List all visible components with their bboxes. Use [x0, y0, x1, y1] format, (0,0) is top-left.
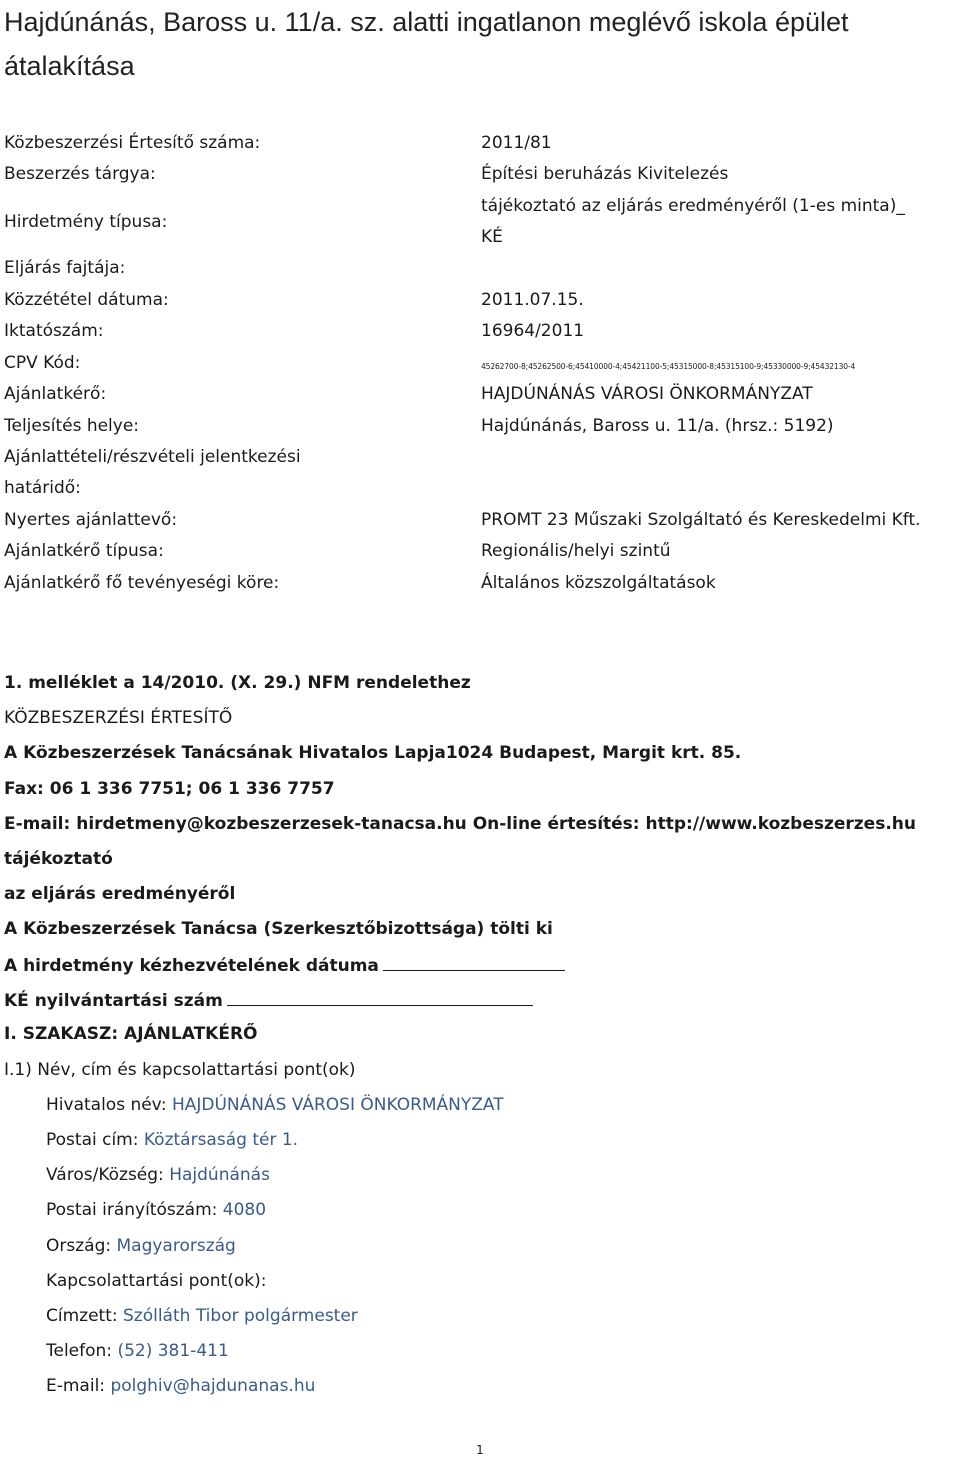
contact-value: Szólláth Tibor polgármester [123, 1306, 358, 1326]
meta-value: Általános közszolgáltatások [481, 573, 716, 593]
contact-label: Ország: [46, 1236, 117, 1256]
contact-row [46, 1341, 229, 1361]
contact-value: (52) 381-411 [117, 1341, 229, 1361]
meta-value: 2011.07.15. [481, 290, 584, 310]
received-date-label: A hirdetmény kézhezvételének dátuma [4, 956, 379, 976]
subsection-heading: I.1) Név, cím és kapcsolattartási pont(ok) [4, 1060, 356, 1080]
reg-number-row [4, 989, 533, 1011]
contact-value: HAJDÚNÁNÁS VÁROSI ÖNKORMÁNYZAT [171, 1095, 504, 1115]
meta-value: Regionális/helyi szintű [481, 541, 671, 561]
meta-value: Hajdúnánás, Baross u. 11/a. (hrsz.: 5192) [481, 416, 834, 436]
received-date-blank [383, 954, 565, 971]
meta-label: Nyertes ajánlattevő: [4, 510, 178, 530]
contact-label: E-mail: [46, 1376, 111, 1396]
contact-row [46, 1271, 266, 1291]
publisher-line: A Közbeszerzések Tanácsának Hivatalos Lapja1024 Budapest, Margit krt. 85. [4, 743, 742, 763]
contact-label: Címzett: [46, 1306, 123, 1326]
contact-value: Köztársaság tér 1. [143, 1130, 299, 1150]
contact-label: Hivatalos név: [46, 1095, 172, 1115]
meta-label: Ajánlatkérő típusa: [4, 541, 164, 561]
contact-value: polghiv@hajdunanas.hu [110, 1376, 316, 1396]
info-line-2: az eljárás eredményéről [4, 884, 236, 904]
meta-label: Ajánlattételi/részvételi jelentkezési [4, 447, 301, 467]
contact-row [46, 1095, 504, 1115]
meta-label: Eljárás fajtája: [4, 258, 126, 278]
document-title: Hajdúnánás, Baross u. 11/a. sz. alatti ingatlanon meglévő iskola épület átalakítása [4, 7, 849, 81]
contact-label: Telefon: [46, 1341, 118, 1361]
email-line: E-mail: hirdetmeny@kozbeszerzesek-tanacsa.hu On-line értesítés: http://www.kozbeszerzes.hu [4, 814, 916, 834]
cpv-codes: 45262700-8;45262500-6;45410000-4;45421100-5;45315000-8;45315100-9;45330000-9;45432130-4 [481, 362, 856, 371]
meta-label: Közzététel dátuma: [4, 290, 169, 310]
meta-value: PROMT 23 Műszaki Szolgáltató és Kereskedelmi Kft. [481, 510, 921, 530]
meta-label: Ajánlatkérő fő tevényeségi köre: [4, 573, 280, 593]
contact-row [46, 1236, 236, 1256]
contact-row [46, 1376, 315, 1396]
received-date-row [4, 954, 565, 976]
contact-value: Hajdúnánás [169, 1165, 270, 1185]
meta-label: Teljesítés helye: [4, 416, 140, 436]
contact-value: 4080 [222, 1200, 267, 1220]
reg-number-blank [227, 989, 533, 1006]
contact-label: Postai irányítószám: [46, 1200, 223, 1220]
contact-value: Magyarország [116, 1236, 236, 1256]
meta-label: Iktatószám: [4, 321, 104, 341]
meta-value: 16964/2011 [481, 321, 585, 341]
contact-row [46, 1200, 266, 1220]
meta-label: Beszerzés tárgya: [4, 164, 156, 184]
meta-label: Hirdetmény típusa: [4, 212, 168, 232]
fill-by-line: A Közbeszerzések Tanácsa (Szerkesztőbizottsága) tölti ki [4, 919, 553, 939]
contact-row [46, 1130, 298, 1150]
contact-row [46, 1165, 270, 1185]
annex-line: 1. melléklet a 14/2010. (X. 29.) NFM rendelethez [4, 673, 471, 693]
meta-value-continued: KÉ [481, 227, 503, 247]
meta-value: HAJDÚNÁNÁS VÁROSI ÖNKORMÁNYZAT [481, 384, 813, 404]
contact-label: Kapcsolattartási pont(ok): [46, 1271, 267, 1291]
meta-value: Építési beruházás Kivitelezés [481, 164, 729, 184]
contact-row [46, 1306, 358, 1326]
journal-name: KÖZBESZERZÉSI ÉRTESÍTŐ [4, 708, 233, 728]
contact-label: Város/Község: [46, 1165, 170, 1185]
section-heading: I. SZAKASZ: AJÁNLATKÉRŐ [4, 1024, 258, 1044]
contact-label: Postai cím: [46, 1130, 144, 1150]
meta-value: 2011/81 [481, 133, 552, 153]
meta-label: CPV Kód: [4, 353, 81, 373]
info-line-1: tájékoztató [4, 849, 113, 869]
reg-number-label: KÉ nyilvántartási szám [4, 991, 223, 1011]
page-number: 1 [476, 1443, 484, 1457]
fax-line: Fax: 06 1 336 7751; 06 1 336 7757 [4, 779, 335, 799]
meta-label: Ajánlatkérő: [4, 384, 107, 404]
meta-label: Közbeszerzési Értesítő száma: [4, 133, 261, 153]
meta-value: tájékoztató az eljárás eredményéről (1-es minta)_ [481, 196, 905, 216]
meta-label-continued: határidő: [4, 478, 81, 498]
